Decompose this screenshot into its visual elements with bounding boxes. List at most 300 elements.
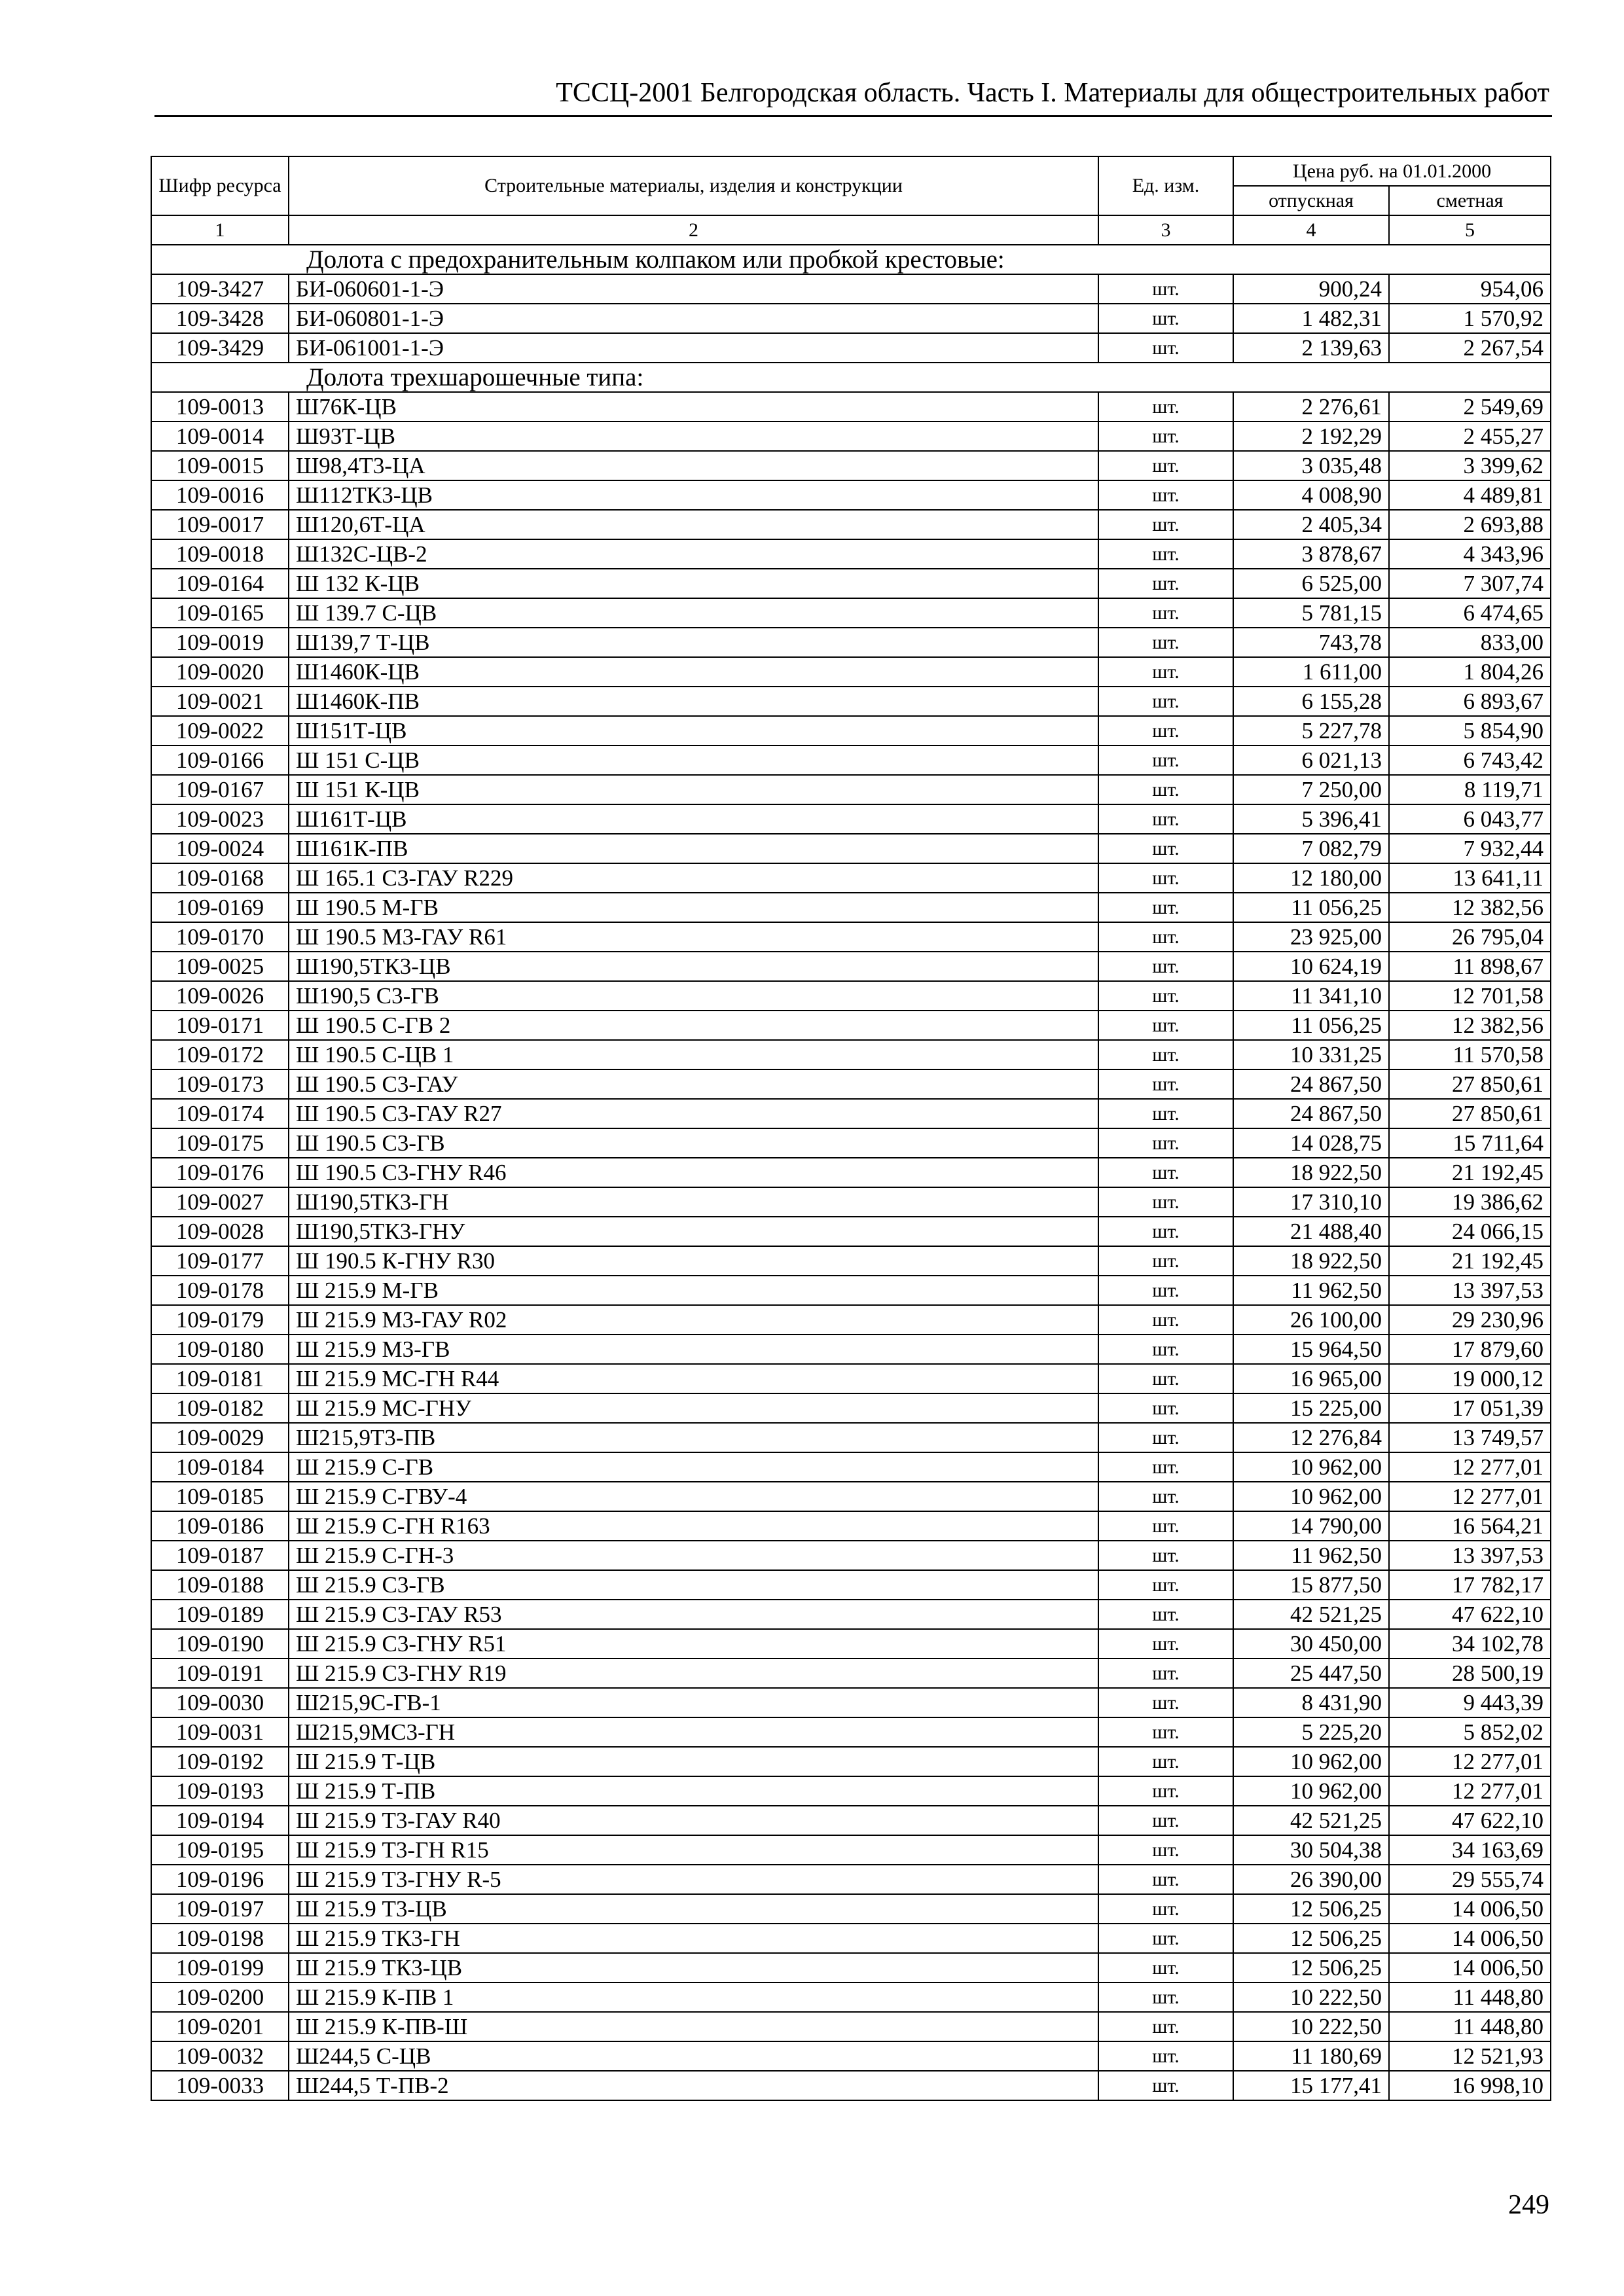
cell-unit: шт. <box>1098 1688 1233 1717</box>
cell-unit: шт. <box>1098 1482 1233 1511</box>
cell-unit: шт. <box>1098 1541 1233 1570</box>
cell-code: 109-0164 <box>151 569 289 598</box>
cell-name: БИ-061001-1-Э <box>289 333 1098 363</box>
cell-name: Ш 215.9 С3-ГВ <box>289 1570 1098 1600</box>
cell-code: 109-0198 <box>151 1924 289 1953</box>
cell-release-price: 5 396,41 <box>1233 804 1389 834</box>
cell-estimate-price: 19 000,12 <box>1389 1364 1551 1393</box>
cell-unit: шт. <box>1098 1217 1233 1246</box>
cell-code: 109-0031 <box>151 1717 289 1747</box>
cell-code: 109-0018 <box>151 539 289 569</box>
col-number: 5 <box>1389 215 1551 245</box>
cell-estimate-price: 3 399,62 <box>1389 451 1551 480</box>
cell-name: Ш 132 К-ЦВ <box>289 569 1098 598</box>
cell-estimate-price: 13 397,53 <box>1389 1541 1551 1570</box>
cell-estimate-price: 11 448,80 <box>1389 1982 1551 2012</box>
cell-release-price: 5 227,78 <box>1233 716 1389 745</box>
cell-release-price: 11 962,50 <box>1233 1541 1389 1570</box>
cell-code: 109-0186 <box>151 1511 289 1541</box>
table-row <box>151 952 1551 981</box>
cell-code: 109-0188 <box>151 1570 289 1600</box>
cell-estimate-price: 12 277,01 <box>1389 1747 1551 1776</box>
cell-name: Ш139,7 Т-ЦВ <box>289 628 1098 657</box>
cell-estimate-price: 5 854,90 <box>1389 716 1551 745</box>
cell-release-price: 5 781,15 <box>1233 598 1389 628</box>
table-row <box>151 2071 1551 2100</box>
table-row <box>151 422 1551 451</box>
table-row <box>151 333 1551 363</box>
table-row <box>151 510 1551 539</box>
cell-code: 109-0190 <box>151 1629 289 1659</box>
cell-release-price: 10 962,00 <box>1233 1776 1389 1806</box>
cell-name: Ш215,9Т3-ПВ <box>289 1423 1098 1452</box>
cell-release-price: 17 310,10 <box>1233 1187 1389 1217</box>
cell-unit: шт. <box>1098 1806 1233 1835</box>
cell-estimate-price: 12 277,01 <box>1389 1452 1551 1482</box>
cell-name: Ш 215.9 С-ГВУ-4 <box>289 1482 1098 1511</box>
cell-code: 109-0176 <box>151 1158 289 1187</box>
cell-name: Ш 215.9 Т-ЦВ <box>289 1747 1098 1776</box>
cell-name: Ш 215.9 С3-ГНУ R19 <box>289 1659 1098 1688</box>
cell-unit: шт. <box>1098 2041 1233 2071</box>
cell-name: Ш244,5 Т-ПВ-2 <box>289 2071 1098 2100</box>
cell-estimate-price: 2 455,27 <box>1389 422 1551 451</box>
col-header-release: отпускная <box>1233 186 1389 215</box>
cell-unit: шт. <box>1098 863 1233 893</box>
cell-unit: шт. <box>1098 2012 1233 2041</box>
cell-estimate-price: 47 622,10 <box>1389 1806 1551 1835</box>
cell-release-price: 2 139,63 <box>1233 333 1389 363</box>
cell-code: 109-0166 <box>151 745 289 775</box>
cell-name: Ш112ТК3-ЦВ <box>289 480 1098 510</box>
cell-code: 109-0170 <box>151 922 289 952</box>
cell-code: 109-0195 <box>151 1835 289 1865</box>
cell-release-price: 2 276,61 <box>1233 392 1389 422</box>
table-row <box>151 863 1551 893</box>
header-divider <box>154 115 1552 117</box>
cell-unit: шт. <box>1098 392 1233 422</box>
cell-name: Ш 215.9 М3-ГВ <box>289 1335 1098 1364</box>
cell-unit: шт. <box>1098 981 1233 1011</box>
cell-release-price: 30 504,38 <box>1233 1835 1389 1865</box>
cell-estimate-price: 2 693,88 <box>1389 510 1551 539</box>
cell-unit: шт. <box>1098 1717 1233 1747</box>
cell-release-price: 18 922,50 <box>1233 1246 1389 1276</box>
cell-code: 109-0027 <box>151 1187 289 1217</box>
cell-release-price: 7 250,00 <box>1233 775 1389 804</box>
cell-release-price: 11 180,69 <box>1233 2041 1389 2071</box>
cell-unit: шт. <box>1098 1099 1233 1128</box>
cell-estimate-price: 34 102,78 <box>1389 1629 1551 1659</box>
cell-estimate-price: 16 564,21 <box>1389 1511 1551 1541</box>
cell-unit: шт. <box>1098 1747 1233 1776</box>
cell-estimate-price: 1 570,92 <box>1389 304 1551 333</box>
cell-release-price: 10 624,19 <box>1233 952 1389 981</box>
cell-code: 109-0021 <box>151 687 289 716</box>
cell-name: Ш 215.9 С3-ГАУ R53 <box>289 1600 1098 1629</box>
cell-unit: шт. <box>1098 1776 1233 1806</box>
cell-estimate-price: 11 570,58 <box>1389 1040 1551 1069</box>
table-row <box>151 981 1551 1011</box>
cell-code: 109-0032 <box>151 2041 289 2071</box>
section-title: Долота трехшарошечные типа: <box>151 363 1551 392</box>
table-row <box>151 716 1551 745</box>
cell-unit: шт. <box>1098 569 1233 598</box>
cell-estimate-price: 954,06 <box>1389 274 1551 304</box>
cell-code: 109-0181 <box>151 1364 289 1393</box>
cell-release-price: 12 276,84 <box>1233 1423 1389 1452</box>
cell-name: Ш 215.9 Т3-ГАУ R40 <box>289 1806 1098 1835</box>
cell-unit: шт. <box>1098 1128 1233 1158</box>
table-row <box>151 1865 1551 1894</box>
cell-unit: шт. <box>1098 539 1233 569</box>
cell-unit: шт. <box>1098 1511 1233 1541</box>
cell-code: 109-0015 <box>151 451 289 480</box>
table-row <box>151 687 1551 716</box>
cell-unit: шт. <box>1098 922 1233 952</box>
cell-estimate-price: 47 622,10 <box>1389 1600 1551 1629</box>
cell-name: Ш 215.9 С-ГН-3 <box>289 1541 1098 1570</box>
cell-estimate-price: 2 549,69 <box>1389 392 1551 422</box>
cell-release-price: 26 100,00 <box>1233 1305 1389 1335</box>
cell-code: 109-0167 <box>151 775 289 804</box>
cell-code: 109-0029 <box>151 1423 289 1452</box>
table-row <box>151 1924 1551 1953</box>
table-row <box>151 1894 1551 1924</box>
cell-unit: шт. <box>1098 1629 1233 1659</box>
cell-name: Ш 190.5 С-ЦВ 1 <box>289 1040 1098 1069</box>
table-row <box>151 1452 1551 1482</box>
cell-release-price: 10 962,00 <box>1233 1747 1389 1776</box>
cell-name: Ш 215.9 М3-ГАУ R02 <box>289 1305 1098 1335</box>
cell-unit: шт. <box>1098 1011 1233 1040</box>
cell-release-price: 12 506,25 <box>1233 1953 1389 1982</box>
table-body <box>151 245 1551 2100</box>
cell-unit: шт. <box>1098 510 1233 539</box>
cell-release-price: 18 922,50 <box>1233 1158 1389 1187</box>
cell-unit: шт. <box>1098 1452 1233 1482</box>
table-row <box>151 893 1551 922</box>
cell-estimate-price: 13 749,57 <box>1389 1423 1551 1452</box>
cell-estimate-price: 34 163,69 <box>1389 1835 1551 1865</box>
table-row <box>151 745 1551 775</box>
cell-code: 109-0020 <box>151 657 289 687</box>
cell-estimate-price: 5 852,02 <box>1389 1717 1551 1747</box>
cell-name: Ш98,4Т3-ЦА <box>289 451 1098 480</box>
cell-name: Ш 190.5 С3-ГАУ <box>289 1069 1098 1099</box>
cell-estimate-price: 1 804,26 <box>1389 657 1551 687</box>
table-row <box>151 1069 1551 1099</box>
cell-estimate-price: 15 711,64 <box>1389 1128 1551 1158</box>
cell-code: 109-0174 <box>151 1099 289 1128</box>
page-header-title: ТССЦ-2001 Белгородская область. Часть I. Материалы для общестроительных работ <box>556 78 1549 108</box>
cell-name: Ш161Т-ЦВ <box>289 804 1098 834</box>
cell-name: Ш76К-ЦВ <box>289 392 1098 422</box>
cell-unit: шт. <box>1098 1393 1233 1423</box>
cell-code: 109-0196 <box>151 1865 289 1894</box>
cell-name: Ш93Т-ЦВ <box>289 422 1098 451</box>
table-row <box>151 274 1551 304</box>
cell-release-price: 12 506,25 <box>1233 1924 1389 1953</box>
cell-unit: шт. <box>1098 1924 1233 1953</box>
cell-unit: шт. <box>1098 1423 1233 1452</box>
cell-name: Ш 139.7 С-ЦВ <box>289 598 1098 628</box>
cell-code: 109-0017 <box>151 510 289 539</box>
cell-release-price: 1 611,00 <box>1233 657 1389 687</box>
cell-unit: шт. <box>1098 775 1233 804</box>
cell-unit: шт. <box>1098 1894 1233 1924</box>
cell-name: Ш 165.1 С3-ГАУ R229 <box>289 863 1098 893</box>
cell-estimate-price: 8 119,71 <box>1389 775 1551 804</box>
cell-estimate-price: 12 701,58 <box>1389 981 1551 1011</box>
cell-name: Ш120,6Т-ЦА <box>289 510 1098 539</box>
cell-release-price: 4 008,90 <box>1233 480 1389 510</box>
cell-code: 109-0022 <box>151 716 289 745</box>
cell-estimate-price: 13 641,11 <box>1389 863 1551 893</box>
cell-unit: шт. <box>1098 1570 1233 1600</box>
table-row <box>151 304 1551 333</box>
cell-estimate-price: 17 782,17 <box>1389 1570 1551 1600</box>
cell-estimate-price: 2 267,54 <box>1389 333 1551 363</box>
cell-estimate-price: 11 448,80 <box>1389 2012 1551 2041</box>
table-row <box>151 1600 1551 1629</box>
cell-release-price: 10 331,25 <box>1233 1040 1389 1069</box>
cell-code: 109-0192 <box>151 1747 289 1776</box>
cell-estimate-price: 26 795,04 <box>1389 922 1551 952</box>
cell-unit: шт. <box>1098 480 1233 510</box>
cell-unit: шт. <box>1098 2071 1233 2100</box>
cell-unit: шт. <box>1098 1187 1233 1217</box>
cell-unit: шт. <box>1098 1364 1233 1393</box>
cell-release-price: 21 488,40 <box>1233 1217 1389 1246</box>
table-row <box>151 539 1551 569</box>
cell-unit: шт. <box>1098 952 1233 981</box>
cell-code: 109-0175 <box>151 1128 289 1158</box>
cell-estimate-price: 19 386,62 <box>1389 1187 1551 1217</box>
cell-name: БИ-060601-1-Э <box>289 274 1098 304</box>
cell-release-price: 3 878,67 <box>1233 539 1389 569</box>
cell-estimate-price: 6 043,77 <box>1389 804 1551 834</box>
cell-release-price: 3 035,48 <box>1233 451 1389 480</box>
cell-code: 109-0023 <box>151 804 289 834</box>
cell-estimate-price: 28 500,19 <box>1389 1659 1551 1688</box>
table-row <box>151 1305 1551 1335</box>
cell-estimate-price: 12 382,56 <box>1389 1011 1551 1040</box>
cell-name: Ш190,5ТК3-ГН <box>289 1187 1098 1217</box>
cell-estimate-price: 6 893,67 <box>1389 687 1551 716</box>
cell-name: Ш161К-ПВ <box>289 834 1098 863</box>
cell-release-price: 42 521,25 <box>1233 1806 1389 1835</box>
cell-name: Ш 215.9 МС-ГН R44 <box>289 1364 1098 1393</box>
cell-estimate-price: 9 443,39 <box>1389 1688 1551 1717</box>
table-row <box>151 1717 1551 1747</box>
cell-unit: шт. <box>1098 1982 1233 2012</box>
cell-unit: шт. <box>1098 1835 1233 1865</box>
cell-release-price: 10 962,00 <box>1233 1482 1389 1511</box>
cell-release-price: 6 525,00 <box>1233 569 1389 598</box>
cell-release-price: 11 962,50 <box>1233 1276 1389 1305</box>
table-row <box>151 2012 1551 2041</box>
cell-estimate-price: 14 006,50 <box>1389 1953 1551 1982</box>
cell-code: 109-0177 <box>151 1246 289 1276</box>
page-number: 249 <box>1508 2190 1549 2220</box>
col-number: 2 <box>289 215 1098 245</box>
cell-estimate-price: 14 006,50 <box>1389 1924 1551 1953</box>
cell-name: Ш190,5ТК3-ЦВ <box>289 952 1098 981</box>
cell-release-price: 25 447,50 <box>1233 1659 1389 1688</box>
cell-unit: шт. <box>1098 451 1233 480</box>
cell-name: Ш215,9С-ГВ-1 <box>289 1688 1098 1717</box>
table-row <box>151 1099 1551 1128</box>
cell-unit: шт. <box>1098 893 1233 922</box>
cell-estimate-price: 27 850,61 <box>1389 1069 1551 1099</box>
cell-estimate-price: 17 051,39 <box>1389 1393 1551 1423</box>
col-number: 1 <box>151 215 289 245</box>
cell-release-price: 15 225,00 <box>1233 1393 1389 1423</box>
cell-estimate-price: 21 192,45 <box>1389 1158 1551 1187</box>
cell-estimate-price: 11 898,67 <box>1389 952 1551 981</box>
cell-code: 109-0178 <box>151 1276 289 1305</box>
cell-name: Ш 190.5 С3-ГНУ R46 <box>289 1158 1098 1187</box>
cell-unit: шт. <box>1098 1305 1233 1335</box>
table-row <box>151 392 1551 422</box>
price-table <box>151 156 1551 2101</box>
cell-estimate-price: 6 743,42 <box>1389 745 1551 775</box>
table-row <box>151 1187 1551 1217</box>
table-row <box>151 1040 1551 1069</box>
cell-name: Ш 190.5 С-ГВ 2 <box>289 1011 1098 1040</box>
cell-code: 109-0169 <box>151 893 289 922</box>
cell-unit: шт. <box>1098 1335 1233 1364</box>
col-header-name: Строительные материалы, изделия и конструкции <box>289 156 1098 215</box>
cell-code: 109-3429 <box>151 333 289 363</box>
cell-unit: шт. <box>1098 657 1233 687</box>
cell-estimate-price: 17 879,60 <box>1389 1335 1551 1364</box>
cell-estimate-price: 12 277,01 <box>1389 1776 1551 1806</box>
table-row <box>151 1659 1551 1688</box>
cell-code: 109-0172 <box>151 1040 289 1069</box>
cell-name: Ш 215.9 МС-ГНУ <box>289 1393 1098 1423</box>
table-row <box>151 775 1551 804</box>
cell-unit: шт. <box>1098 1069 1233 1099</box>
cell-unit: шт. <box>1098 1246 1233 1276</box>
cell-unit: шт. <box>1098 1953 1233 1982</box>
cell-code: 109-0184 <box>151 1452 289 1482</box>
cell-release-price: 14 790,00 <box>1233 1511 1389 1541</box>
cell-release-price: 6 155,28 <box>1233 687 1389 716</box>
table-row <box>151 1953 1551 1982</box>
cell-unit: шт. <box>1098 333 1233 363</box>
table-row <box>151 480 1551 510</box>
cell-code: 109-0026 <box>151 981 289 1011</box>
col-header-unit: Ед. изм. <box>1098 156 1233 215</box>
table-row <box>151 569 1551 598</box>
cell-estimate-price: 27 850,61 <box>1389 1099 1551 1128</box>
table-row <box>151 1806 1551 1835</box>
cell-unit: шт. <box>1098 628 1233 657</box>
cell-code: 109-0201 <box>151 2012 289 2041</box>
cell-name: Ш244,5 С-ЦВ <box>289 2041 1098 2071</box>
cell-release-price: 10 222,50 <box>1233 2012 1389 2041</box>
table-row <box>151 834 1551 863</box>
cell-release-price: 42 521,25 <box>1233 1600 1389 1629</box>
cell-code: 109-0019 <box>151 628 289 657</box>
table-row <box>151 1776 1551 1806</box>
cell-release-price: 15 877,50 <box>1233 1570 1389 1600</box>
cell-code: 109-0193 <box>151 1776 289 1806</box>
cell-estimate-price: 29 230,96 <box>1389 1305 1551 1335</box>
cell-release-price: 7 082,79 <box>1233 834 1389 863</box>
cell-release-price: 6 021,13 <box>1233 745 1389 775</box>
cell-code: 109-0180 <box>151 1335 289 1364</box>
cell-release-price: 11 056,25 <box>1233 1011 1389 1040</box>
cell-code: 109-0191 <box>151 1659 289 1688</box>
cell-code: 109-0016 <box>151 480 289 510</box>
cell-name: Ш 215.9 ТК3-ГН <box>289 1924 1098 1953</box>
cell-name: Ш 215.9 С3-ГНУ R51 <box>289 1629 1098 1659</box>
table-row <box>151 1011 1551 1040</box>
cell-release-price: 2 405,34 <box>1233 510 1389 539</box>
cell-release-price: 11 341,10 <box>1233 981 1389 1011</box>
cell-name: Ш 215.9 К-ПВ 1 <box>289 1982 1098 2012</box>
table-row <box>151 1541 1551 1570</box>
cell-name: Ш 190.5 М-ГВ <box>289 893 1098 922</box>
cell-name: Ш 215.9 Т3-ГНУ R-5 <box>289 1865 1098 1894</box>
cell-release-price: 26 390,00 <box>1233 1865 1389 1894</box>
cell-release-price: 14 028,75 <box>1233 1128 1389 1158</box>
table-row <box>151 628 1551 657</box>
section-title: Долота с предохранительным колпаком или пробкой крестовые: <box>151 245 1551 274</box>
table-row <box>151 598 1551 628</box>
cell-release-price: 15 964,50 <box>1233 1335 1389 1364</box>
cell-release-price: 743,78 <box>1233 628 1389 657</box>
col-header-code: Шифр ресурса <box>151 156 289 215</box>
cell-name: БИ-060801-1-Э <box>289 304 1098 333</box>
cell-name: Ш215,9МС3-ГН <box>289 1717 1098 1747</box>
cell-estimate-price: 7 932,44 <box>1389 834 1551 863</box>
cell-estimate-price: 16 998,10 <box>1389 2071 1551 2100</box>
cell-estimate-price: 29 555,74 <box>1389 1865 1551 1894</box>
table-row <box>151 1158 1551 1187</box>
table-row <box>151 1511 1551 1541</box>
cell-code: 109-3427 <box>151 274 289 304</box>
table-row <box>151 1335 1551 1364</box>
cell-name: Ш 190.5 С3-ГВ <box>289 1128 1098 1158</box>
cell-name: Ш151Т-ЦВ <box>289 716 1098 745</box>
table-row <box>151 1217 1551 1246</box>
table-row <box>151 1128 1551 1158</box>
table-row <box>151 1688 1551 1717</box>
table-row <box>151 1246 1551 1276</box>
cell-estimate-price: 4 343,96 <box>1389 539 1551 569</box>
cell-code: 109-0028 <box>151 1217 289 1246</box>
cell-estimate-price: 21 192,45 <box>1389 1246 1551 1276</box>
cell-release-price: 10 222,50 <box>1233 1982 1389 2012</box>
cell-name: Ш1460К-ЦВ <box>289 657 1098 687</box>
table-row <box>151 1276 1551 1305</box>
cell-code: 109-0171 <box>151 1011 289 1040</box>
cell-name: Ш 215.9 С-ГВ <box>289 1452 1098 1482</box>
col-number: 4 <box>1233 215 1389 245</box>
cell-estimate-price: 833,00 <box>1389 628 1551 657</box>
cell-code: 109-0187 <box>151 1541 289 1570</box>
table-row <box>151 1747 1551 1776</box>
cell-name: Ш190,5 С3-ГВ <box>289 981 1098 1011</box>
cell-release-price: 30 450,00 <box>1233 1629 1389 1659</box>
col-header-estimate: сметная <box>1389 186 1551 215</box>
cell-name: Ш 215.9 ТК3-ЦВ <box>289 1953 1098 1982</box>
cell-code: 109-0168 <box>151 863 289 893</box>
